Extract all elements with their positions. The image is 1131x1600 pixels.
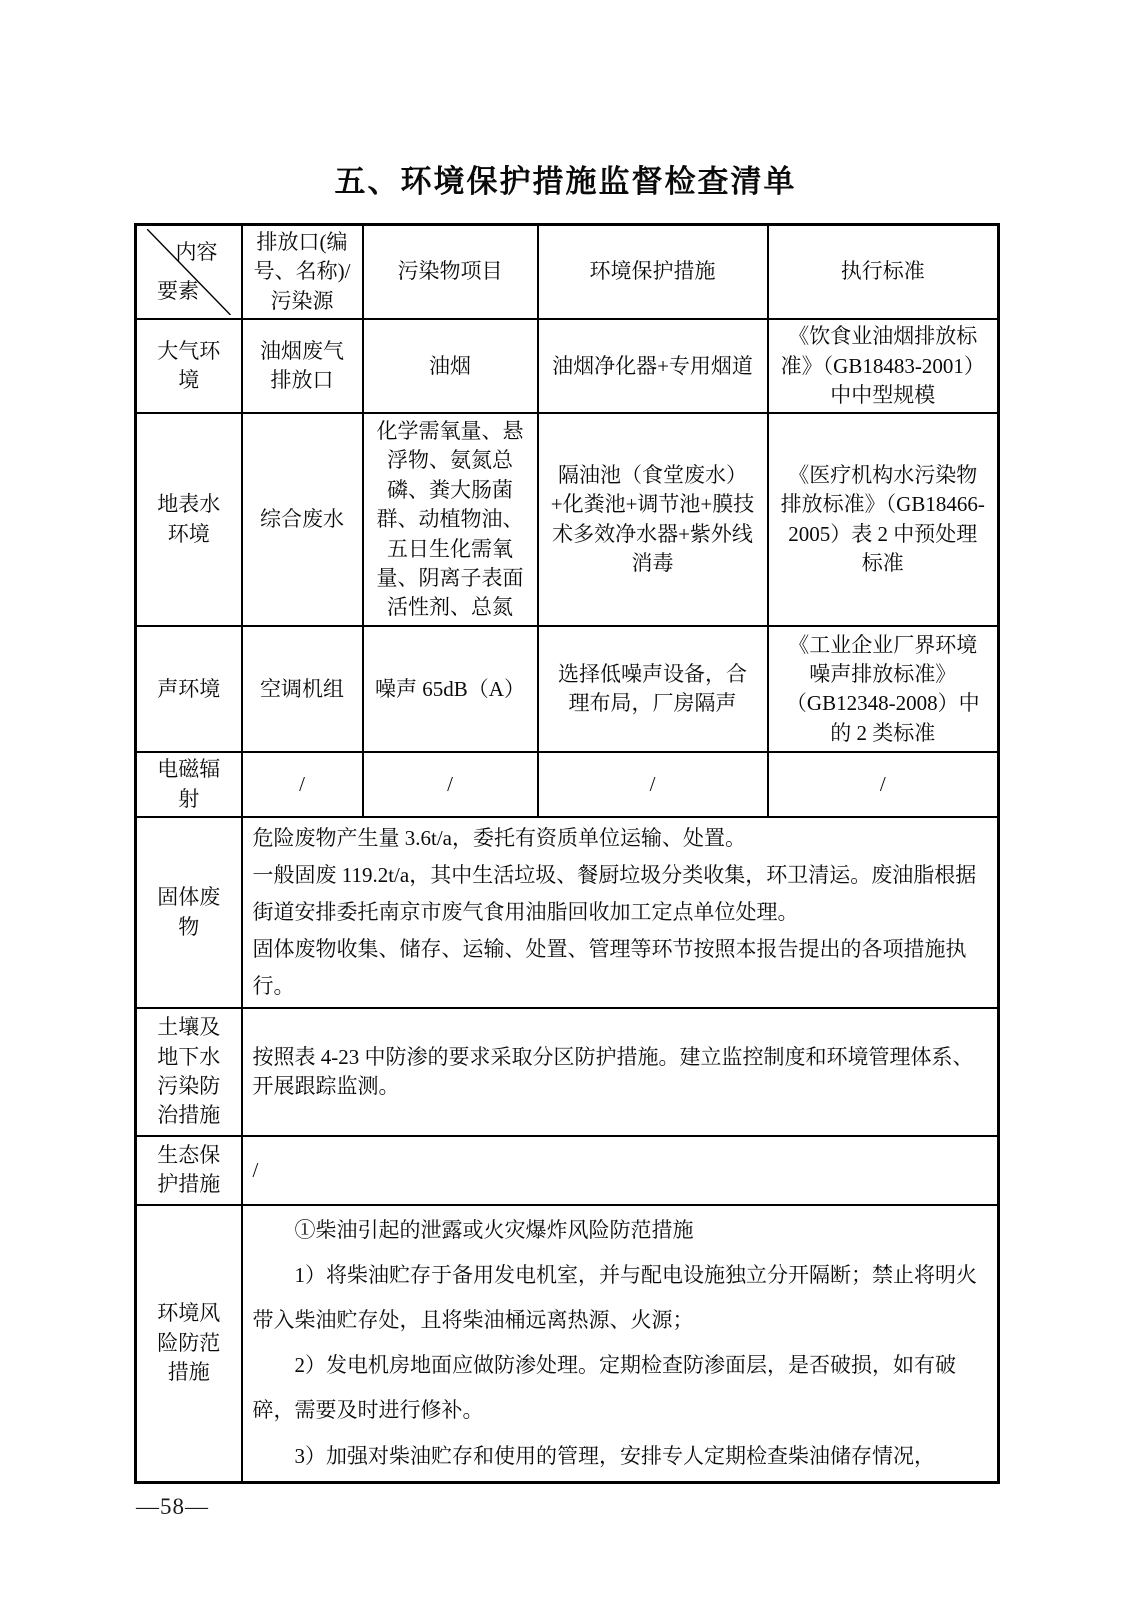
ecology-content-cell: /	[242, 1136, 999, 1205]
supervision-checklist-table	[134, 223, 1000, 1484]
air-standard-cell: 《饮食业油烟排放标准》（GB18483-2001）中中型规模	[768, 319, 999, 413]
header-pollutant-items: 污染物项目	[363, 225, 538, 320]
noise-pollutants-cell: 噪声 65dB（A）	[363, 626, 538, 752]
row-label-surface-water: 地表水环境	[136, 413, 242, 626]
row-label-noise: 声环境	[136, 626, 242, 752]
corner-label-content: 内容	[175, 240, 218, 265]
page-number: —58—	[136, 1494, 209, 1519]
row-label-electromagnetic: 电磁辐射	[136, 752, 242, 817]
solid-waste-line-3: 固体废物收集、储存、运输、处置、管理等环节按照本报告提出的各项措施执行。	[252, 936, 967, 998]
water-measures-cell: 隔油池（食堂废水）+化粪池+调节池+膜技术多效净水器+紫外线消毒	[538, 413, 768, 626]
em-standard-cell: /	[768, 752, 999, 817]
table-header-row	[136, 225, 999, 320]
table-row-air	[136, 319, 999, 413]
row-label-ecology: 生态保护措施	[136, 1136, 242, 1205]
header-executive-standard: 执行标准	[768, 225, 999, 320]
em-measures-cell: /	[538, 752, 768, 817]
risk-paragraph-4: 3）加强对柴油贮存和使用的管理，安排专人定期检查柴油储存情况，	[294, 1443, 935, 1468]
risk-paragraph-2: 1）将柴油贮存于备用发电机室，并与配电设施独立分开隔断；禁止将明火带入柴油贮存处，且将柴油桶远离热源、火源；	[252, 1263, 977, 1333]
table-row-surface-water	[136, 413, 999, 626]
em-pollutants-cell: /	[363, 752, 538, 817]
air-source-cell: 油烟废气排放口	[242, 319, 363, 413]
em-source-cell: /	[242, 752, 363, 817]
solid-waste-line-1: 危险废物产生量 3.6t/a，委托有资质单位运输、处置。	[252, 826, 746, 851]
page-title: 五、环境保护措施监督检查清单	[334, 164, 797, 199]
corner-label-element: 要素	[157, 278, 199, 303]
water-source-cell: 综合废水	[242, 413, 363, 626]
risk-paragraph-3: 2）发电机房地面应做防渗处理。定期检查防渗面层，是否破损，如有破碎，需要及时进行修补。	[252, 1353, 956, 1423]
header-corner-cell	[136, 225, 242, 320]
water-standard-cell: 《医疗机构水污染物排放标准》（GB18466-2005）表 2 中预处理标准	[768, 413, 999, 626]
header-outlet-source: 排放口(编号、名称)/污染源	[242, 225, 363, 320]
table-row-soil-groundwater	[136, 1008, 999, 1136]
noise-standard-cell: 《工业企业厂界环境噪声排放标准》（GB12348-2008）中的 2 类标准	[768, 626, 999, 752]
soil-groundwater-content-cell: 按照表 4-23 中防渗的要求采取分区防护措施。建立监控制度和环境管理体系、开展跟踪监测。	[242, 1008, 999, 1136]
row-label-soil-groundwater: 土壤及地下水污染防治措施	[136, 1008, 242, 1136]
table-row-electromagnetic	[136, 752, 999, 817]
header-protection-measures: 环境保护措施	[538, 225, 768, 320]
risk-paragraph-1: ①柴油引起的泄露或火灾爆炸风险防范措施	[294, 1217, 694, 1242]
solid-waste-content-cell	[242, 817, 999, 1008]
row-label-air: 大气环境	[136, 319, 242, 413]
water-pollutants-cell: 化学需氧量、悬浮物、氨氮总磷、粪大肠菌群、动植物油、五日生化需氧量、阴离子表面活性剂、总氮	[363, 413, 538, 626]
table-row-risk-prevention	[136, 1205, 999, 1482]
noise-measures-cell: 选择低噪声设备，合理布局，厂房隔声	[538, 626, 768, 752]
table-row-ecology	[136, 1136, 999, 1205]
air-measures-cell: 油烟净化器+专用烟道	[538, 319, 768, 413]
table-row-noise	[136, 626, 999, 752]
risk-content-cell	[242, 1205, 999, 1482]
solid-waste-line-2: 一般固废 119.2t/a，其中生活垃圾、餐厨垃圾分类收集，环卫清运。废油脂根据街道安排委托南京市废气食用油脂回收加工定点单位处理。	[252, 863, 977, 925]
row-label-risk-prevention: 环境风险防范措施	[136, 1205, 242, 1482]
air-pollutants-cell: 油烟	[363, 319, 538, 413]
row-label-solid-waste: 固体废物	[136, 817, 242, 1008]
noise-source-cell: 空调机组	[242, 626, 363, 752]
table-row-solid-waste	[136, 817, 999, 1008]
